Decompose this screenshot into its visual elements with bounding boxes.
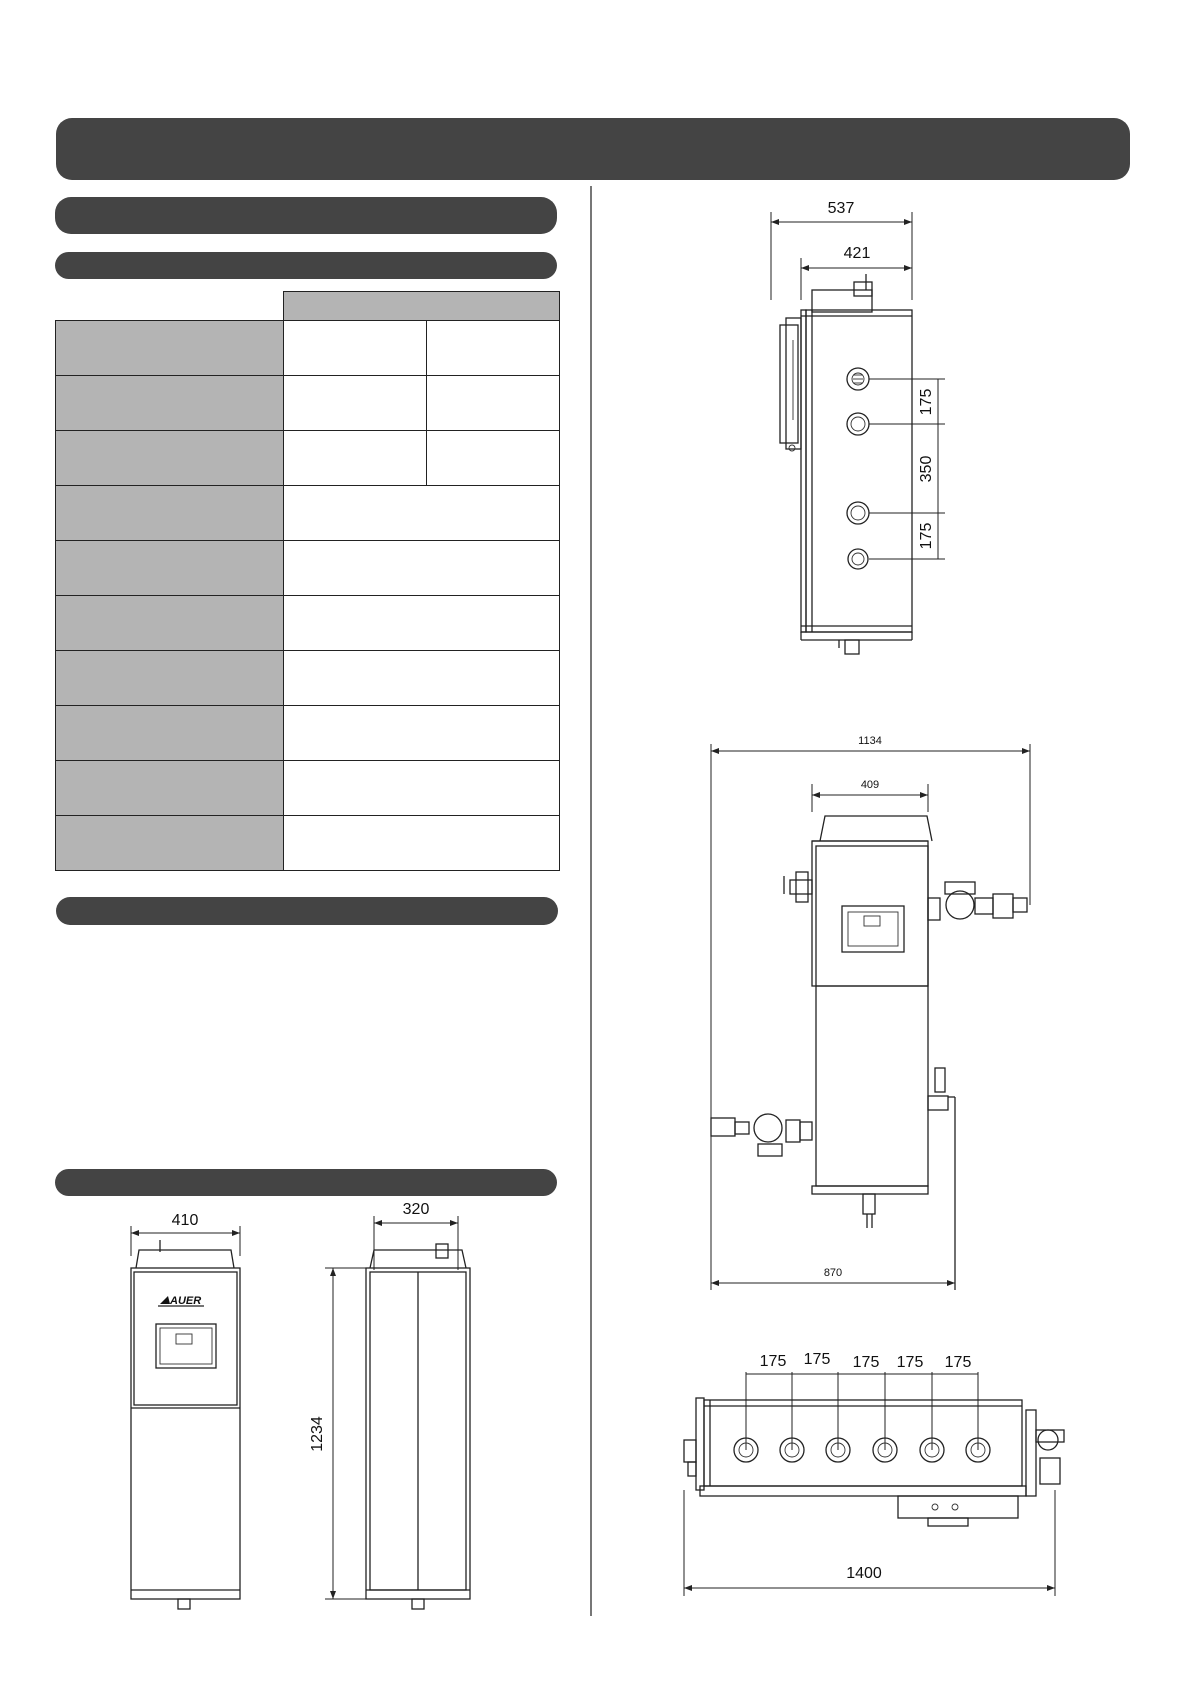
dim-unit-side-width: 320 (402, 1201, 430, 1218)
dim-bottom-spacing-1: 175 (759, 1353, 787, 1370)
dim-unit-height: 1234 (309, 1416, 326, 1452)
dim-front-total: 1134 (858, 735, 882, 747)
dim-side-gap2: 350 (918, 455, 935, 483)
dim-side-inner: 421 (843, 245, 871, 262)
dim-bottom-spacing-2: 175 (803, 1351, 831, 1368)
dim-side-top: 537 (827, 200, 855, 217)
dim-front-top: 409 (860, 779, 880, 791)
dim-bottom-spacing-3: 175 (852, 1354, 880, 1371)
dim-side-gap1: 175 (918, 388, 935, 416)
dim-side-gap3: 175 (918, 522, 935, 550)
dim-unit-front-width: 410 (171, 1212, 199, 1229)
dim-bottom-spacing-5: 175 (944, 1354, 972, 1371)
dim-front-bottom: 870 (823, 1267, 843, 1279)
dim-bottom-spacing-4: 175 (896, 1354, 924, 1371)
dim-bottom-total: 1400 (846, 1565, 882, 1582)
auer-logo: AUER (170, 1295, 202, 1307)
